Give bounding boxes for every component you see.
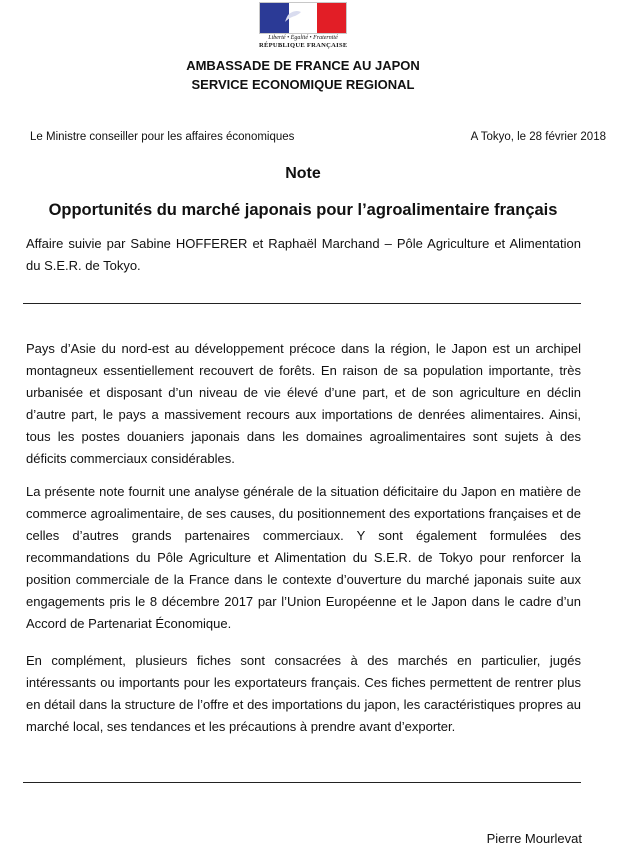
- divider-top: [23, 303, 581, 304]
- marianne-profile-icon: [283, 7, 315, 33]
- embassy-name: AMBASSADE DE FRANCE AU JAPON: [186, 58, 420, 73]
- note-label: Note: [285, 165, 321, 182]
- paragraph-intro: Pays d’Asie du nord-est au développement précoce dans la région, le Japon est un archipel montagneux essentiellement recouvert de forêts. En raison de sa population importante, très urbanisée et disposant d’un niveau de vie élevé d’une part, et de son agriculture en déclin d’autre part, le pays a massivement recours aux importations de denrées alimentaires. Ainsi, tous les postes douaniers japonais dans les domaines agroalimentaires sont sujets à des déficits commerciaux considérables.: [26, 341, 581, 466]
- author-role: Le Ministre conseiller pour les affaires économiques: [30, 131, 295, 143]
- marianne-logo-icon: [259, 2, 347, 34]
- marianne-logo: [259, 2, 347, 50]
- attribution-text: Affaire suivie par Sabine HOFFERER et Raphaël Marchand – Pôle Agriculture et Alimentation du S.E.R. de Tokyo.: [26, 236, 581, 273]
- document-title: Opportunités du marché japonais pour l’agroalimentaire français: [48, 201, 558, 219]
- paragraph-complement: En complément, plusieurs fiches sont consacrées à des marchés en particulier, jugés intéressants ou importants pour les exportateurs français. Ces fiches permettent de rentrer plus en détail dans la structure de l’offre et des importations du japon, les caractéristiques propres au marché local, ses tendances et les précautions à prendre avant d’exporter.: [26, 653, 581, 734]
- paragraph-analysis: La présente note fournit une analyse générale de la situation déficitaire du Japon en matière de commerce agroalimentaire, de ses causes, du positionnement des exportations françaises et de celles d’autres grands partenaires commerciaux. Y sont également formulées des recommandations du Pôle Agriculture et Alimentation du S.E.R. de Tokyo pour renforcer la position commerciale de la France dans le contexte d’ouverture du marché japonais suite aux engagements pris le 8 décembre 2017 par l’Union Européenne et le Japon dans le cadre d’un Accord de Partenariat Économique.: [26, 484, 581, 631]
- republic-text: RÉPUBLIQUE FRANÇAISE: [259, 42, 348, 49]
- divider-bottom: [23, 782, 581, 783]
- signature: Pierre Mourlevat: [486, 831, 582, 846]
- place-date: A Tokyo, le 28 février 2018: [470, 131, 606, 143]
- service-name: SERVICE ECONOMIQUE REGIONAL: [191, 77, 415, 92]
- motto-text: Liberté • Égalité • Fraternité: [268, 35, 338, 41]
